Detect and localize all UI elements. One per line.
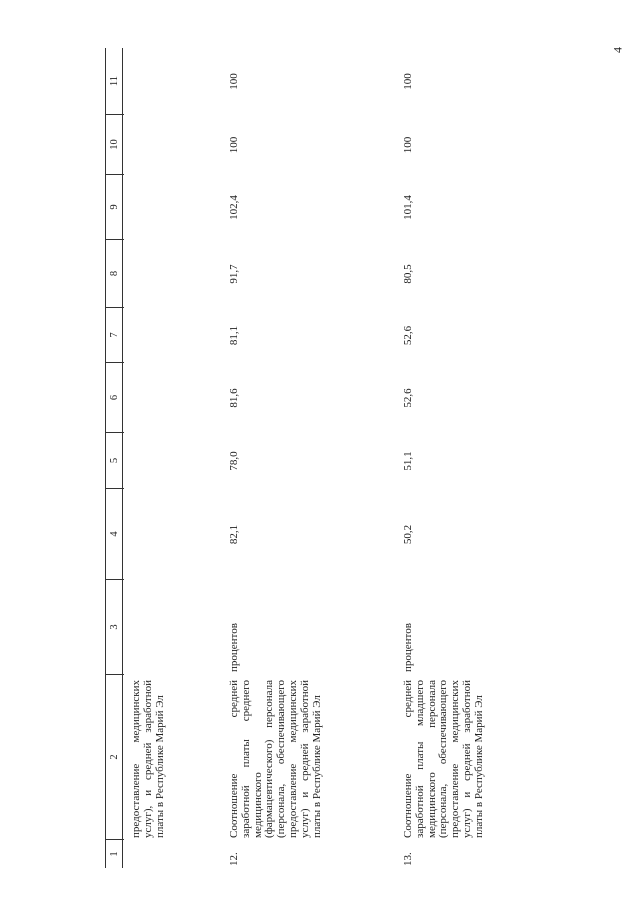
column-number: 11: [106, 48, 124, 115]
value-cell: 80,5: [402, 264, 414, 284]
value-cell: 100: [228, 73, 240, 90]
value-cell: 100: [402, 136, 414, 154]
column-number-row: [105, 48, 123, 868]
column-number: 2: [106, 675, 124, 840]
column-number: 10: [106, 115, 124, 175]
value-cell: 52,6: [402, 388, 414, 408]
indicator-name: Соотношение средней заработной платы младшего медицинского персонала (персонала, обеспечивающего предоставление медицинских услуг) и средней заработной платы в Республике Марий Эл: [402, 680, 485, 838]
value-cell: 51,1: [402, 451, 414, 471]
value-cell: 101,4: [402, 195, 414, 220]
column-number: 5: [106, 433, 124, 489]
indicator-table: [105, 48, 550, 868]
value-cell: 82,1: [228, 524, 240, 545]
page-number: 4: [610, 47, 625, 53]
value-cell: 91,7: [228, 264, 240, 284]
row-number: 12.: [228, 852, 240, 866]
value-cell: 81,6: [228, 388, 240, 408]
column-number: 3: [106, 580, 124, 675]
unit: процентов: [402, 623, 414, 672]
indicator-name: Соотношение средней заработной платы среднего медицинского (фармацевтического) персонала (персонала, обеспечивающего предоставление медицинских услуг) и средней заработной платы в Республике Марий Эл: [228, 680, 323, 838]
column-number: 4: [106, 489, 124, 580]
value-cell: 50,2: [402, 524, 414, 545]
column-number: 7: [106, 308, 124, 363]
column-number: 8: [106, 240, 124, 308]
value-cell: 100: [228, 136, 240, 154]
column-number: 9: [106, 175, 124, 240]
unit: процентов: [228, 623, 240, 672]
value-cell: 52,6: [402, 325, 414, 346]
value-cell: 78,0: [228, 451, 240, 471]
indicator-name: предоставление медицинских услуг), и средней заработной платы в Республике Марий Эл: [130, 680, 166, 838]
column-number: 6: [106, 363, 124, 433]
row-number: 13.: [402, 852, 414, 866]
column-number: 1: [109, 851, 120, 857]
value-cell: 102,4: [228, 195, 240, 220]
value-cell: 100: [402, 73, 414, 90]
value-cell: 81,1: [228, 325, 240, 346]
